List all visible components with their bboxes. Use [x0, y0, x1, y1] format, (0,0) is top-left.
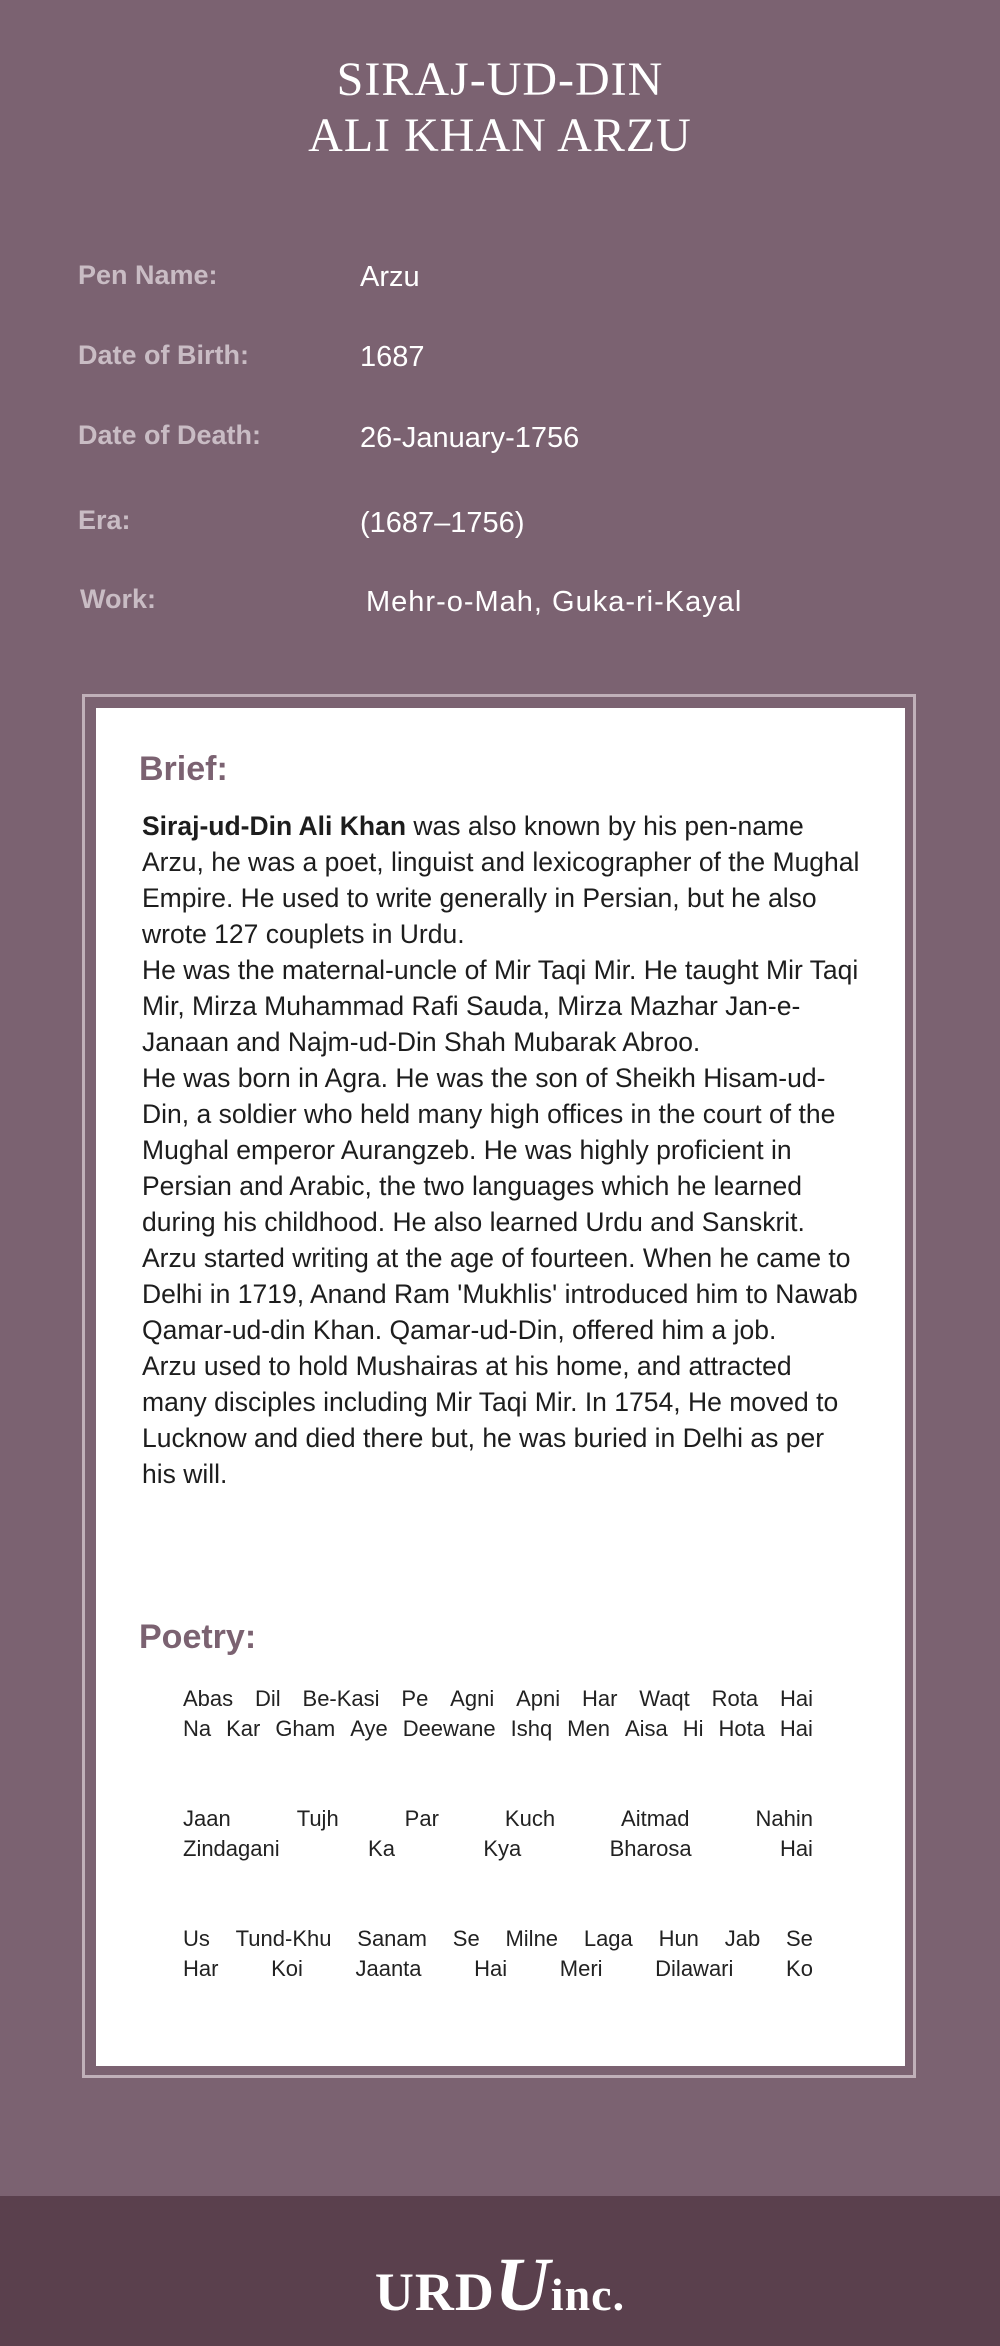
- verse-word: Kuch: [504, 1806, 556, 1831]
- couplet: [183, 1684, 813, 1744]
- info-label: Work:: [80, 584, 157, 614]
- verse-word: Hota: [718, 1716, 765, 1741]
- verse-word: Kya: [483, 1836, 522, 1861]
- verse-word: Hai: [474, 1956, 508, 1981]
- verse-word: Jaanta: [355, 1956, 422, 1981]
- couplet: [183, 1804, 813, 1864]
- verse-word: Se: [785, 1926, 813, 1951]
- verse: [183, 1834, 813, 1864]
- brief-paragraph: He was the maternal-uncle of Mir Taqi Mir. He taught Mir Taqi Mir, Mirza Muhammad Rafi Sauda, Mirza Mazhar Jan-e-Janaan and Najm-ud-Din Shah Mubarak Abroo.: [142, 955, 859, 1057]
- brief-paragraph: Arzu started writing at the age of fourteen. When he came to Delhi in 1719, Anand Ram 'Mukhlis' introduced him to Nawab Qamar-ud-din Khan. Qamar-ud-Din, offered him a job.: [142, 1243, 858, 1345]
- verse-word: Ko: [786, 1956, 813, 1981]
- verse-word: Hai: [779, 1716, 813, 1741]
- verse-word: Apni: [516, 1686, 561, 1711]
- verse-word: Jab: [724, 1926, 761, 1951]
- info-row-work: [0, 584, 1000, 624]
- verse-word: Rota: [711, 1686, 759, 1711]
- verse: [183, 1714, 813, 1744]
- urduinc-logo[interactable]: [0, 2242, 1000, 2329]
- couplet: [183, 1924, 813, 1984]
- verse: [183, 1684, 813, 1714]
- verse-word: Se: [452, 1926, 480, 1951]
- info-row-date-of-death: [0, 420, 1000, 460]
- verse-word: Har: [183, 1956, 219, 1981]
- info-label: Date of Death:: [78, 420, 262, 450]
- verse-word: Nahin: [755, 1806, 813, 1831]
- brief-heading: Brief:: [139, 750, 228, 788]
- verse-word: Ka: [368, 1836, 395, 1861]
- verse: [183, 1924, 813, 1954]
- brief-text: [142, 808, 862, 1492]
- verse-word: Men: [567, 1716, 610, 1741]
- info-row-date-of-birth: [0, 340, 1000, 380]
- info-label: Era:: [78, 505, 131, 535]
- verse-word: Pe: [401, 1686, 429, 1711]
- page-title: [0, 52, 1000, 164]
- poet-name: Siraj-ud-Din Ali Khan: [142, 811, 407, 841]
- verse-word: Us: [183, 1926, 210, 1951]
- verse-word: Tujh: [296, 1806, 339, 1831]
- verse-word: Zindagani: [183, 1836, 280, 1861]
- verse-word: Agni: [450, 1686, 495, 1711]
- info-value: Arzu: [360, 261, 420, 293]
- verse-word: Sanam: [357, 1926, 427, 1951]
- verse-word: Par: [404, 1806, 439, 1831]
- verse-word: Kar: [226, 1716, 261, 1741]
- verse-word: Na: [183, 1716, 212, 1741]
- verse-word: Hai: [779, 1836, 813, 1861]
- verse-word: Deewane: [402, 1716, 496, 1741]
- info-label: Pen Name:: [78, 260, 218, 290]
- verse-word: Laga: [583, 1926, 633, 1951]
- verse-word: Koi: [271, 1956, 303, 1981]
- brief-paragraph: [142, 808, 862, 952]
- info-value: Mehr-o-Mah, Guka-ri-Kayal: [366, 586, 743, 618]
- verse: [183, 1804, 813, 1834]
- verse-word: Aitmad: [621, 1806, 690, 1831]
- verse-word: Hai: [779, 1686, 813, 1711]
- verse-word: Jaan: [183, 1806, 231, 1831]
- brief-paragraph: Arzu used to hold Mushairas at his home, and attracted many disciples including Mir Taqi Mir. In 1754, He moved to Lucknow and died there but, he was buried in Delhi as per his will.: [142, 1351, 839, 1489]
- verse-word: Be-Kasi: [302, 1686, 380, 1711]
- logo-u-mark: U: [494, 2243, 551, 2327]
- logo-inc: inc.: [550, 2269, 626, 2320]
- verse-word: Dilawari: [655, 1956, 734, 1981]
- info-row-pen-name: [0, 260, 1000, 300]
- info-row-era: [0, 505, 1000, 545]
- verse: [183, 1954, 813, 1984]
- verse-word: Ishq: [510, 1716, 553, 1741]
- brief-paragraph-text: was also known by his pen-name Arzu, he was a poet, linguist and lexicographer of the Mughal Empire. He used to write generally in Persian, but he also wrote 127 couplets in Urdu.: [142, 811, 860, 949]
- logo-text: URD: [374, 2262, 495, 2322]
- info-value: (1687–1756): [360, 507, 525, 539]
- poetry-heading: Poetry:: [139, 1618, 257, 1656]
- footer: [0, 2196, 1000, 2346]
- info-label: Date of Birth:: [78, 340, 249, 370]
- verse-word: Dil: [255, 1686, 281, 1711]
- verse-word: Tund-Khu: [235, 1926, 332, 1951]
- info-value: 26-January-1756: [360, 422, 580, 454]
- title-line-2: ALI KHAN ARZU: [308, 109, 692, 162]
- verse-word: Meri: [559, 1956, 603, 1981]
- verse-word: Aisa: [624, 1716, 668, 1741]
- content-card: [96, 708, 905, 2066]
- verse-word: Waqt: [639, 1686, 690, 1711]
- verse-word: Gham: [275, 1716, 336, 1741]
- verse-word: Hun: [658, 1926, 699, 1951]
- verse-word: Bharosa: [609, 1836, 692, 1861]
- info-value: 1687: [360, 341, 425, 373]
- verse-word: Hi: [682, 1716, 704, 1741]
- verse-word: Milne: [505, 1926, 559, 1951]
- brief-paragraph: He was born in Agra. He was the son of Sheikh Hisam-ud-Din, a soldier who held many high offices in the court of the Mughal emperor Aurangzeb. He was highly proficient in Persian and Arabic, the two languages which he learned during his childhood. He also learned Urdu and Sanskrit.: [142, 1063, 836, 1237]
- verse-word: Har: [581, 1686, 618, 1711]
- verse-word: Aye: [350, 1716, 388, 1741]
- verse-word: Abas: [183, 1686, 234, 1711]
- title-line-1: SIRAJ-UD-DIN: [336, 53, 664, 106]
